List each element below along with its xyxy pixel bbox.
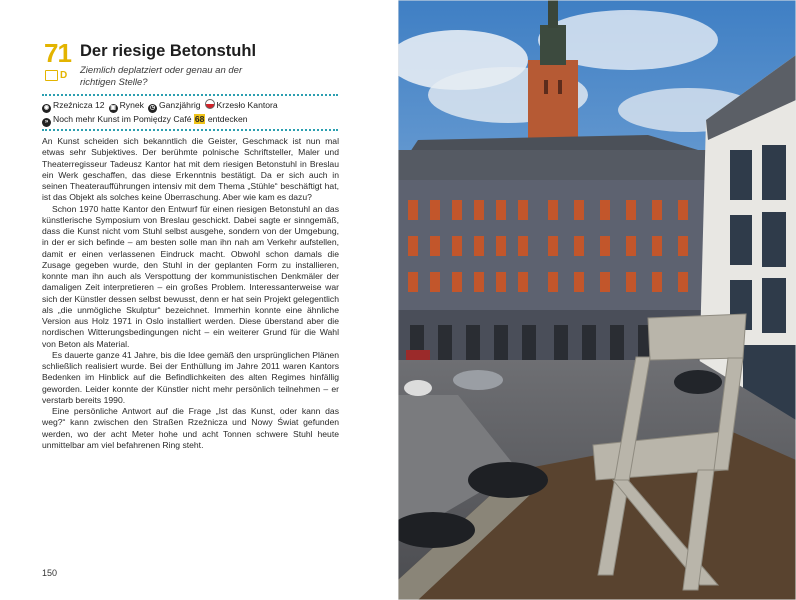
info-row-more [42,114,248,127]
info-access: Ganzjährig [158,100,201,110]
paragraph-4: Eine persönliche Antwort auf die Frage „Ist das Kunst, oder kann das weg?“ kann zwischen den Straßen Rzeźnicza und Nowy Świat gefunden werden, wo der acht Meter hohe und acht Tonnen schwere Stuhl heute unmittelbar am viel befahrenen Ring steht. [42,406,339,450]
info-more-prefix: Noch mehr Kunst im Pomiędzy Café [53,114,192,124]
page-subtitle: Ziemlich deplatziert oder genau an der richtigen Stelle? [80,65,243,88]
divider-top [42,94,338,96]
clock-icon: ◷ [149,105,156,111]
category-badge [45,70,67,81]
double-arrow-icon: » [42,118,51,127]
article-body [42,136,339,451]
paragraph-3: Es dauerte ganze 41 Jahre, bis die Idee gemäß den ursprünglichen Plänen schließlich realisiert wurde. Bei der Enthüllung im Jahre 2011 waren Kantors Bedenken im Hinblick auf die Befindlichkeiten des alten Regimes hinfällig geworden. Leider konnte der Künstler nicht mehr persönlich teilnehmen – er verstarb bereits 1990. [42,349,339,405]
entry-number: 71 [44,38,71,68]
category-letter: D [60,70,68,82]
info-tram: Rynek [119,100,144,110]
page-title: Der riesige Betonstuhl [80,42,257,60]
photo [398,0,796,600]
paragraph-2: Schon 1970 hatte Kantor den Entwurf für einen riesigen Betonstuhl an das künstlerische Symposium von Breslau geschickt. Dabei sagte er sinngemäß, dass die Kunst nicht vom Stuhl selbst ausgehe, sondern von der Umgebung, in der er sich befinde – am besten solle man ihn nah am Verkehr aufstellen, damit er einen verlassenen Eindruck macht. Obwohl schon damals die Zusage gegeben wurde, den Stuhl in der geplanten Form zu installieren, konnte man ihn auch als Verspottung der kommunistischen Denkmäler der damaligen Zeit interpretieren – ein großes Problem. Interessanterweise war sich der Künstler dessen selbst bewusst, denn er hat sein Projekt gelegentlich als „die unmögliche Skulptur“ bezeichnet. Immerhin konnte eine ähnliche Version aus Holz 1971 in Oslo installiert werden. Diese überstand aber die nordischen Witterungsbedingungen nicht – ein weiterer Grund für die Wahl von Beton als Material. [42,203,339,349]
book-icon [45,70,58,81]
info-row-location [42,99,278,113]
paragraph-1: An Kunst scheiden sich bekanntlich die Geister, Geschmack ist nun mal etwas sehr Subjektives. Der berühmte polnische Schriftsteller, Maler und Theaterregisseur Tadeusz Kantor hat mit dem riesigen Betonstuhl in Breslau ein Werk geschaffen, das diese Erkenntnis bestätigt. Da er sich auch in seinen Theateraufführungen intensiv mit dem Thema „Stühle“ beschäftigt hat, ist das Objekt als solches keine Überraschung. Aber wie kam es dazu? [42,136,339,203]
info-more-suffix: entdecken [207,114,248,124]
divider-bottom [42,129,338,131]
betonstuhl-photo [398,0,796,600]
polish-flag-icon [205,99,215,109]
map-pin-icon: ◉ [43,105,50,111]
tram-icon: ▣ [110,105,116,111]
info-more-ref: 68 [194,114,205,124]
info-address: Rzeźnicza 12 [53,100,105,110]
page-number: 150 [42,568,58,578]
info-polish-name: Krzesło Kantora [216,100,278,110]
